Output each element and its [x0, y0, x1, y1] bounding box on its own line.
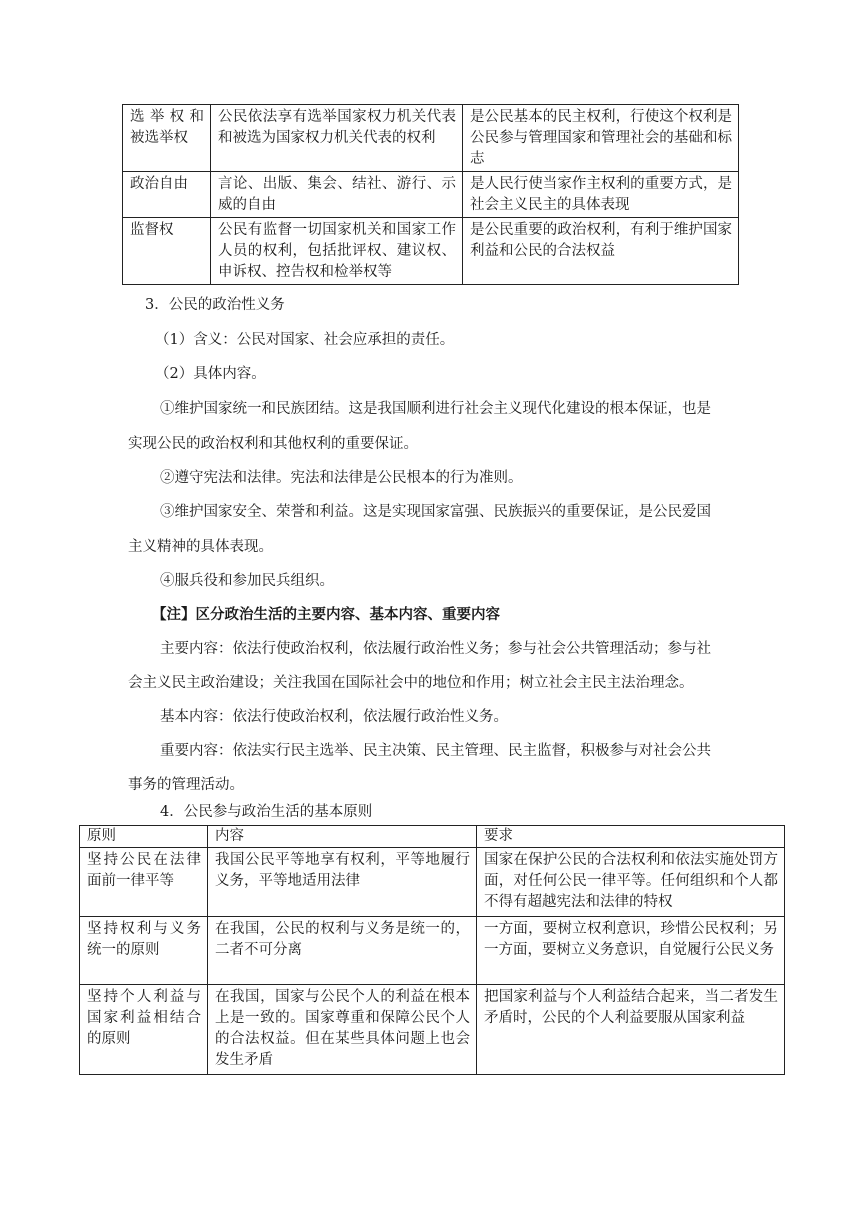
- table-cell: [123, 105, 211, 172]
- paragraph-line: 重要内容：依法实行民主选举、民主决策、民主管理、民主监督，积极参与对社会公共: [160, 743, 711, 759]
- paragraph-line: ③维护国家安全、荣誉和利益。这是实现国家富强、民族振兴的重要保证，是公民爱国: [160, 504, 711, 520]
- right-name-line: 被选举权: [130, 130, 188, 146]
- principle-cell: 坚持个人利益与国家利益相结合的原则: [80, 985, 208, 1075]
- requirement-cell: 国家在保护公民的合法权利和依法实施处罚方面，对任何公民一律平等。任何组织和个人都不得有超越宪法和法律的特权: [477, 848, 785, 917]
- note-title: 【注】区分政治生活的主要内容、基本内容、重要内容: [152, 606, 500, 623]
- table-row: [123, 105, 739, 172]
- paragraph: （1）含义：公民对国家、社会应承担的责任。: [155, 332, 455, 348]
- content-cell: 在我国，国家与公民个人的利益在根本上是一致的。国家尊重和保障公民个人的合法权益。但在某些具体问题上也会发生矛盾: [208, 985, 477, 1075]
- political-rights-table: [122, 104, 739, 285]
- table-row: [80, 848, 785, 917]
- paragraph: （2）具体内容。: [155, 366, 266, 382]
- right-meaning-cell: 是公民重要的政治权利，有利于维护国家利益和公民的合法权益: [463, 218, 739, 285]
- paragraph-line: 主要内容：依法行使政治权利，依法履行政治性义务；参与社会公共管理活动；参与社: [160, 641, 711, 657]
- requirement-cell: 一方面，要树立权利意识，珍惜公民权利；另一方面，要树立义务意识，自觉履行公民义务: [477, 917, 785, 985]
- principles-table: [79, 825, 785, 1075]
- right-name-line: 政治自由: [130, 176, 188, 192]
- paragraph-line: 会主义民主政治建设；关注我国在国际社会中的地位和作用；树立社会主民主法治理念。: [128, 675, 694, 691]
- table-row: [80, 917, 785, 985]
- paragraph-line: 事务的管理活动。: [128, 777, 244, 793]
- table-header-row: [80, 826, 785, 848]
- section-heading: 3．公民的政治性义务: [145, 297, 285, 313]
- right-content-cell: 言论、出版、集会、结社、游行、示威的自由: [211, 172, 463, 218]
- table-cell: [123, 172, 211, 218]
- column-header: 内容: [208, 826, 477, 848]
- right-content-cell: 公民依法享有选举国家权力机关代表和被选为国家权力机关代表的权利: [211, 105, 463, 172]
- requirement-cell: 把国家利益与个人利益结合起来，当二者发生矛盾时，公民的个人利益要服从国家利益: [477, 985, 785, 1075]
- paragraph-line: ①维护国家统一和民族团结。这是我国顺利进行社会主义现代化建设的根本保证，也是: [160, 401, 711, 417]
- right-meaning-cell: 是公民基本的民主权利，行使这个权利是公民参与管理国家和管理社会的基础和标志: [463, 105, 739, 172]
- paragraph: ④服兵役和参加民兵组织。: [160, 573, 334, 589]
- table-row: [123, 218, 739, 285]
- right-name-line: 监督权: [130, 222, 174, 238]
- principle-cell: 坚持权利与义务统一的原则: [80, 917, 208, 985]
- paragraph-line: 主义精神的具体表现。: [128, 539, 273, 555]
- content-cell: 我国公民平等地享有权利，平等地履行义务，平等地适用法律: [208, 848, 477, 917]
- column-header: 要求: [477, 826, 785, 848]
- column-header: 原则: [80, 826, 208, 848]
- paragraph: 基本内容：依法行使政治权利，依法履行政治性义务。: [160, 709, 508, 725]
- right-name-line: 选 举 权 和: [130, 109, 204, 125]
- principle-cell: 坚持公民在法律面前一律平等: [80, 848, 208, 917]
- section-heading: 4．公民参与政治生活的基本原则: [160, 804, 373, 820]
- right-content-cell: 公民有监督一切国家机关和国家工作人员的权利，包括批评权、建议权、申诉权、控告权和检举权等: [211, 218, 463, 285]
- paragraph: ②遵守宪法和法律。宪法和法律是公民根本的行为准则。: [160, 470, 523, 486]
- table-row: [123, 172, 739, 218]
- content-cell: 在我国，公民的权利与义务是统一的，二者不可分离: [208, 917, 477, 985]
- right-meaning-cell: 是人民行使当家作主权利的重要方式，是社会主义民主的具体表现: [463, 172, 739, 218]
- table-row: [80, 985, 785, 1075]
- paragraph-line: 实现公民的政治权利和其他权利的重要保证。: [128, 436, 418, 452]
- table-cell: [123, 218, 211, 285]
